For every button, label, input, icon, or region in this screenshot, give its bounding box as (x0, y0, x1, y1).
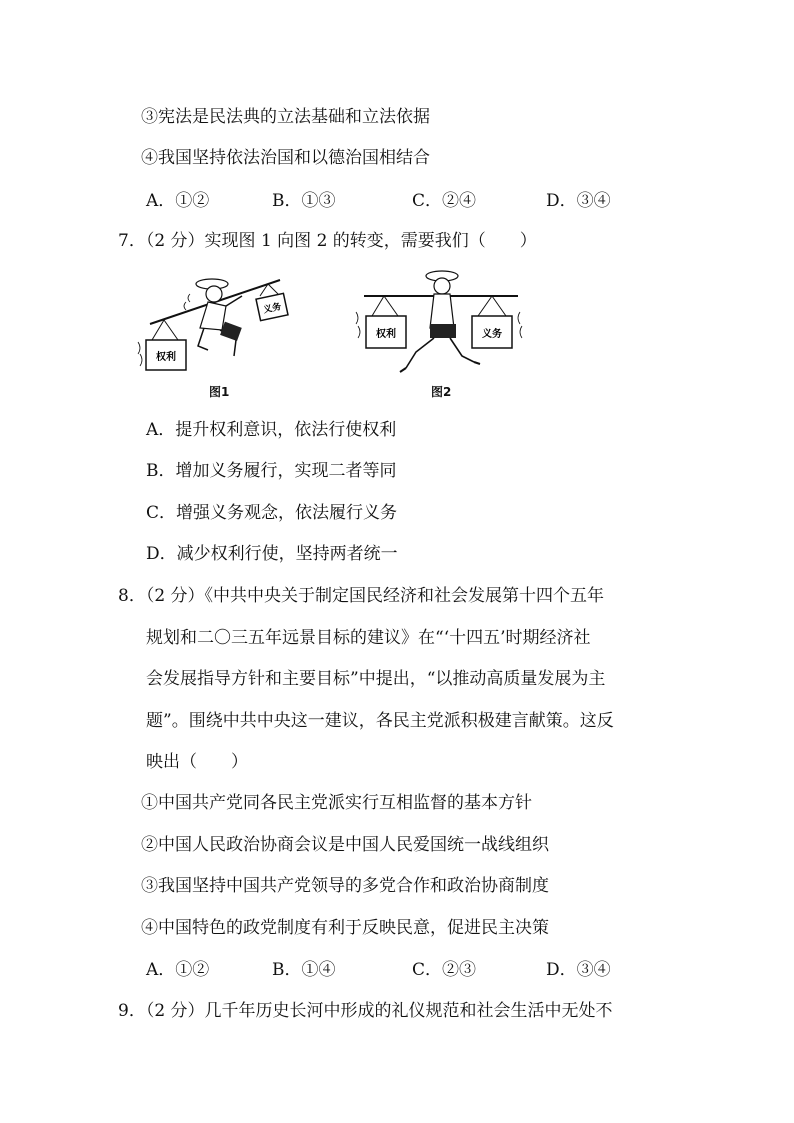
q9-stem: 9．（2 分）几千年历史长河中形成的礼仪规范和社会生活中无处不 (118, 1001, 613, 1021)
figure-2 (350, 266, 530, 382)
q8-stem-line-4: 题”。围绕中共中央这一建议，各民主党派积极建言献策。这反 (146, 711, 614, 731)
q8-item-3: ③我国坚持中国共产党领导的多党合作和政治协商制度 (141, 876, 549, 896)
q6-item-4: ④我国坚持依法治国和以德治国相结合 (141, 148, 430, 168)
q8-stem-line-2: 规划和二〇三五年远景目标的建议》在“‘十四五’时期经济社 (146, 628, 591, 648)
q8-item-4: ④中国特色的政党制度有利于反映民意，促进民主决策 (141, 918, 549, 938)
q7-option-d[interactable]: D．减少权利行使，坚持两者统一 (146, 544, 398, 564)
q6-item-3: ③宪法是民法典的立法基础和立法依据 (141, 107, 430, 127)
q8-stem-line-3: 会发展指导方针和主要目标”中提出，“以推动高质量发展为主 (146, 669, 606, 689)
figure-1-caption: 图1 (209, 385, 230, 399)
q8-option-b[interactable]: B．①④ (272, 960, 336, 980)
fig2-duty-label: 义务 (482, 329, 502, 340)
q8-stem-line-1: 8．（2 分）《中共中央关于制定国民经济和社会发展第十四个五年 (118, 586, 605, 606)
q6-option-c[interactable]: C．②④ (412, 191, 477, 211)
q6-option-d[interactable]: D．③④ (546, 191, 611, 211)
q8-option-a[interactable]: A．①② (146, 960, 210, 980)
q8-option-d[interactable]: D．③④ (546, 960, 611, 980)
q6-option-a[interactable]: A．①② (146, 191, 210, 211)
q6-option-b[interactable]: B．①③ (272, 191, 336, 211)
q7-option-c[interactable]: C．增强义务观念，依法履行义务 (146, 503, 398, 523)
figure-1 (130, 266, 310, 382)
q8-item-1: ①中国共产党同各民主党派实行互相监督的基本方针 (141, 793, 532, 813)
q8-stem-line-5: 映出（ ） (146, 752, 248, 772)
fig2-rights-label: 权利 (376, 329, 396, 340)
fig1-duty-label: 义务 (262, 302, 283, 316)
q7-option-a[interactable]: A．提升权利意识，依法行使权利 (146, 420, 397, 440)
figure-2-caption: 图2 (431, 385, 452, 399)
q8-item-2: ②中国人民政治协商会议是中国人民爱国统一战线组织 (141, 835, 549, 855)
q7-option-b[interactable]: B．增加义务履行，实现二者等同 (146, 461, 397, 481)
q7-stem: 7．（2 分）实现图 1 向图 2 的转变，需要我们（ ） (118, 231, 537, 251)
q8-option-c[interactable]: C．②③ (412, 960, 477, 980)
fig1-rights-label: 权利 (156, 352, 176, 363)
